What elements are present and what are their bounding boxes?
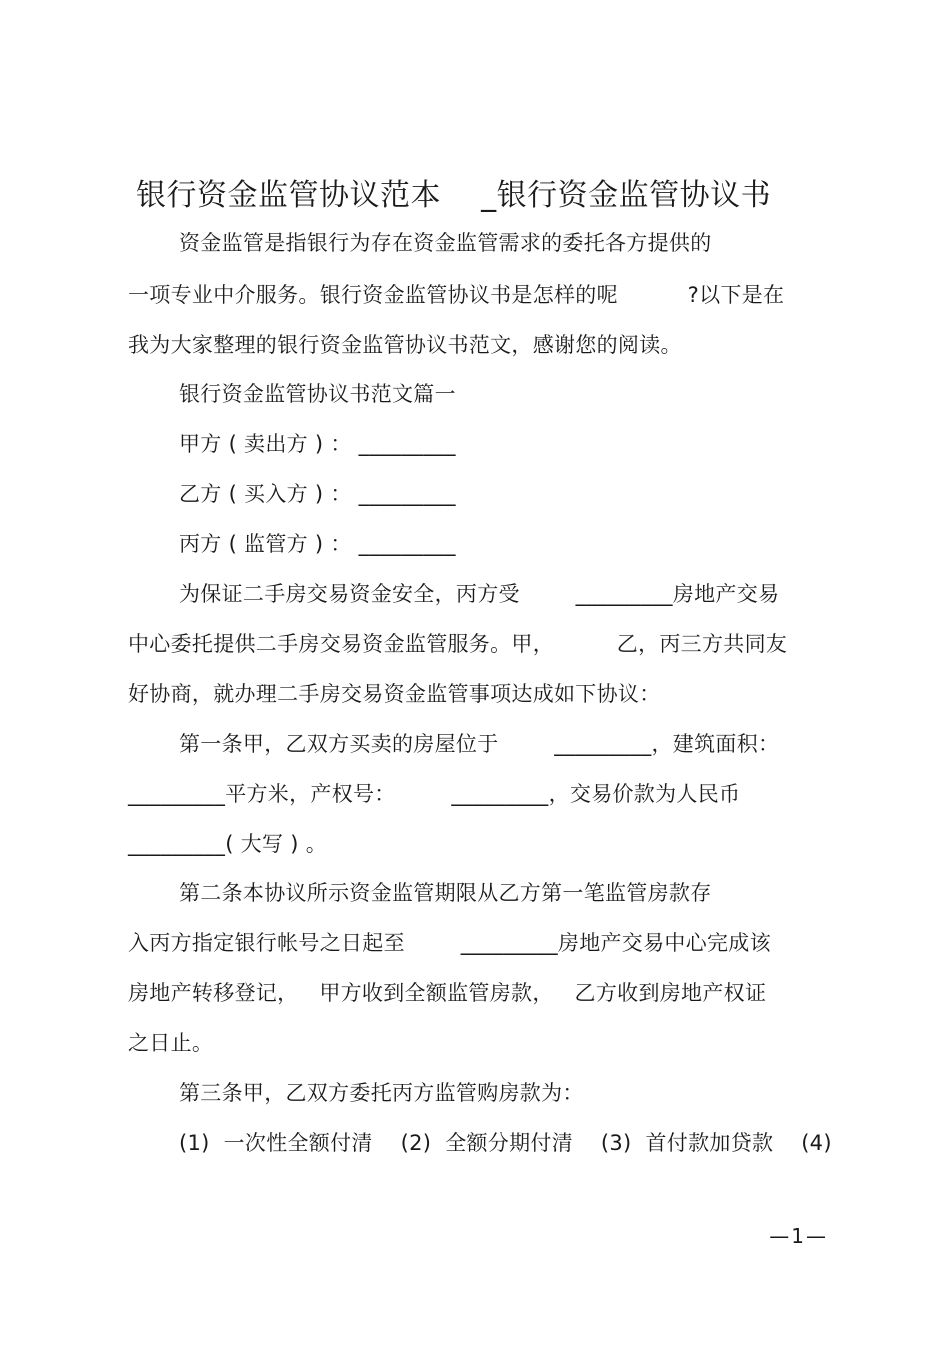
page-number: —1— — [769, 1224, 828, 1248]
party-b-line: 乙方 ( 买入方 ) ： _________ — [179, 482, 456, 506]
article-1-line-3: _________( 大写 ) 。 — [128, 832, 328, 856]
article-3-line-1: 第三条甲，乙双方委托丙方监管购房款为： — [179, 1081, 584, 1105]
party-c-line: 丙方 ( 监管方 ) ： _________ — [179, 532, 456, 556]
document-title: 银行资金监管协议范本 _银行资金监管协议书 — [136, 178, 772, 213]
article-2-line-2: 入丙方指定银行帐号之日起至 _________房地产交易中心完成该 — [128, 931, 771, 955]
article-2-line-4: 之日止。 — [128, 1031, 214, 1055]
article-1-line-2: _________平方米，产权号： _________，交易价款为人民币 — [128, 782, 741, 806]
paragraph-line-3: 我为大家整理的银行资金监管协议书范文，感谢您的阅读。 — [128, 333, 682, 357]
paragraph-line-8: 为保证二手房交易资金安全，丙方受 _________房地产交易 — [179, 582, 780, 606]
party-a-line: 甲方 ( 卖出方 ) ： _________ — [179, 432, 456, 456]
paragraph-line-1: 资金监管是指银行为存在资金监管需求的委托各方提供的 — [179, 231, 712, 255]
paragraph-line-10: 好协商，就办理二手房交易资金监管事项达成如下协议： — [128, 682, 661, 706]
article-3-options: (1) 一次性全额付清 (2) 全额分期付清 (3) 首付款加贷款 (4) — [179, 1131, 832, 1155]
section-heading: 银行资金监管协议书范文篇一 — [179, 382, 456, 406]
paragraph-line-9: 中心委托提供二手房交易资金监管服务。甲， 乙，丙三方共同友 — [128, 632, 788, 656]
article-2-line-1: 第二条本协议所示资金监管期限从乙方第一笔监管房款存 — [179, 881, 712, 905]
article-1-line-1: 第一条甲，乙双方买卖的房屋位于 _________，建筑面积： — [179, 732, 780, 756]
article-2-line-3: 房地产转移登记， 甲方收到全额监管房款， 乙方收到房地产权证 — [128, 981, 767, 1005]
paragraph-line-2: 一项专业中介服务。银行资金监管协议书是怎样的呢 ?以下是在 — [128, 283, 785, 307]
